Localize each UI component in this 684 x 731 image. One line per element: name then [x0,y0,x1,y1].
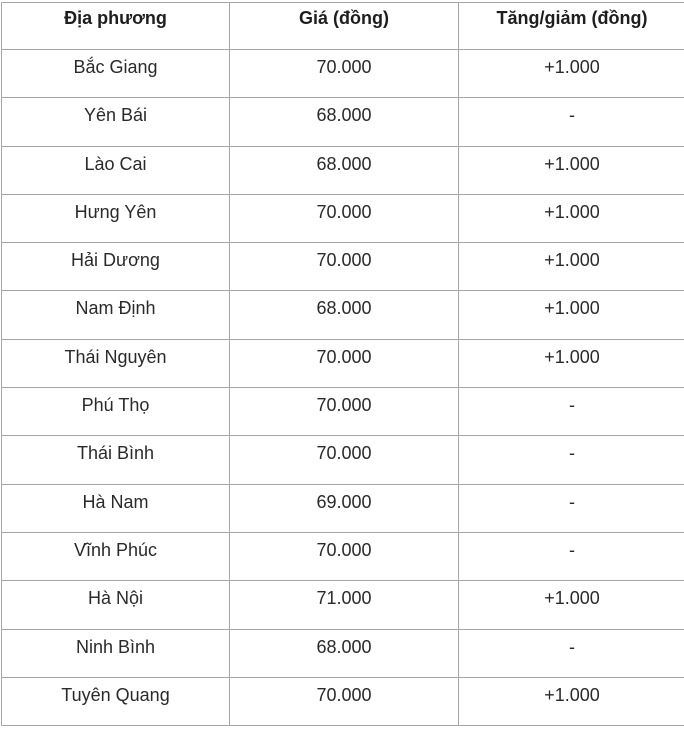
cell-change [459,677,684,725]
table-row [2,677,684,725]
cell-price: 68.000 [230,146,459,194]
cell-change [459,629,684,677]
price-table [1,2,684,726]
cell-region: Phú Thọ [2,388,230,436]
cell-change-value: +1.000 [544,153,600,174]
table-row [2,484,684,532]
cell-change [459,339,684,387]
cell-change-value: +1.000 [544,346,600,367]
cell-price: 68.000 [230,291,459,339]
table-row [2,339,684,387]
cell-change-value: +1.000 [544,250,600,271]
cell-region: Tuyên Quang [2,677,230,725]
cell-region: Thái Bình [2,436,230,484]
cell-change [459,50,684,98]
cell-price: 70.000 [230,339,459,387]
cell-region: Ninh Bình [2,629,230,677]
cell-price: 68.000 [230,98,459,146]
cell-region: Hưng Yên [2,194,230,242]
cell-price: 70.000 [230,532,459,580]
header-change [459,3,684,50]
cell-price: 71.000 [230,581,459,629]
cell-region: Thái Nguyên [2,339,230,387]
cell-price: 70.000 [230,50,459,98]
price-table-container [1,2,684,726]
cell-region: Bắc Giang [2,50,230,98]
cell-price: 70.000 [230,677,459,725]
cell-region: Lào Cai [2,146,230,194]
cell-change [459,581,684,629]
table-header [2,3,684,50]
cell-change [459,532,684,580]
table-row [2,436,684,484]
table-row [2,146,684,194]
table-row [2,581,684,629]
cell-change [459,436,684,484]
cell-change [459,484,684,532]
cell-price: 70.000 [230,194,459,242]
header-region: Địa phương [2,3,230,50]
cell-change-value: +1.000 [544,684,600,705]
cell-price: 68.000 [230,629,459,677]
header-price: Giá (đồng) [230,3,459,50]
cell-region: Nam Định [2,291,230,339]
cell-change-value: - [569,636,575,657]
cell-change [459,98,684,146]
header-row [2,3,684,50]
table-body [2,50,684,726]
cell-change-value: +1.000 [544,588,600,609]
cell-change-value: - [569,105,575,126]
cell-change [459,146,684,194]
cell-change-value: +1.000 [544,57,600,77]
cell-region: Yên Bái [2,98,230,146]
cell-price: 70.000 [230,243,459,291]
cell-change [459,194,684,242]
cell-price: 69.000 [230,484,459,532]
table-row [2,50,684,98]
cell-change-value: - [569,491,575,512]
cell-change [459,291,684,339]
cell-region: Hải Dương [2,243,230,291]
table-row [2,532,684,580]
table-row [2,629,684,677]
cell-price: 70.000 [230,388,459,436]
cell-region: Vĩnh Phúc [2,532,230,580]
cell-change [459,388,684,436]
cell-region: Hà Nam [2,484,230,532]
table-row [2,98,684,146]
header-change-label: Tăng/giảm (đồng) [496,8,648,28]
cell-change-value: +1.000 [544,201,600,222]
cell-change [459,243,684,291]
cell-change-value: - [569,395,575,416]
table-row [2,291,684,339]
cell-region: Hà Nội [2,581,230,629]
cell-change-value: - [569,443,575,464]
cell-change-value: +1.000 [544,298,600,319]
table-row [2,388,684,436]
table-row [2,243,684,291]
cell-price: 70.000 [230,436,459,484]
table-row [2,194,684,242]
cell-change-value: - [569,539,575,560]
